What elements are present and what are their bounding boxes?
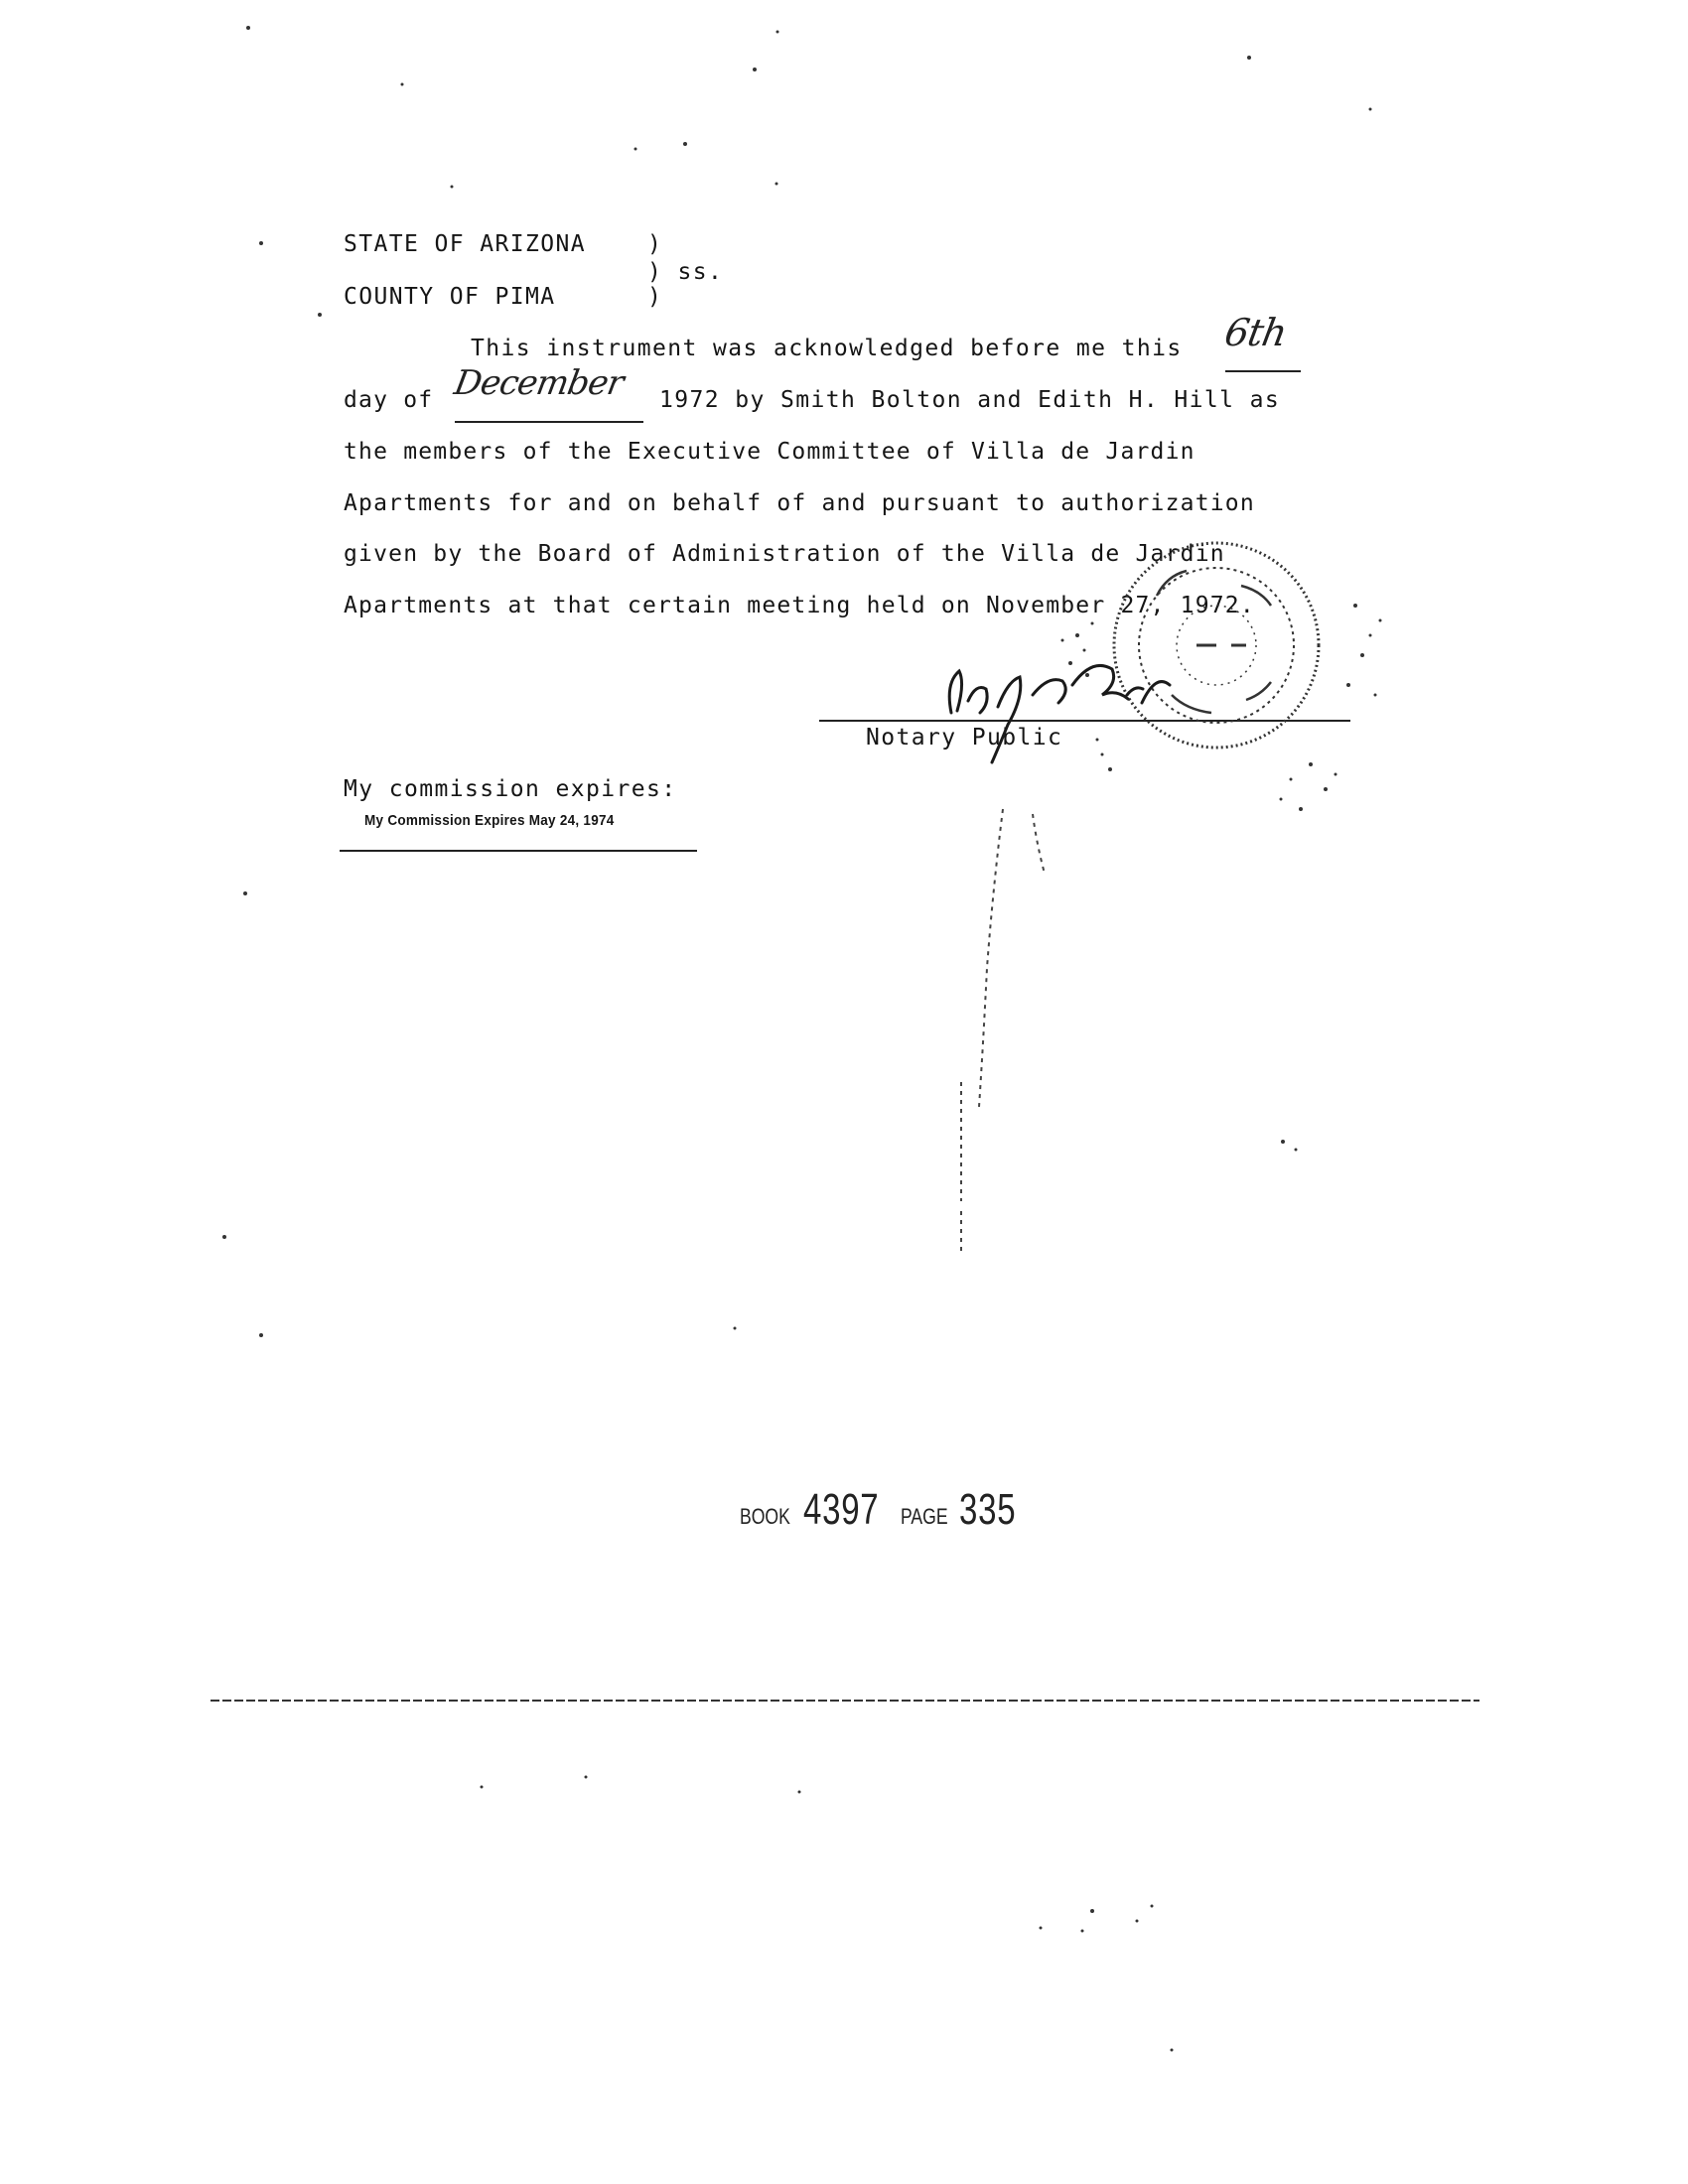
ack-line-1: This instrument was acknowledged before me this bbox=[471, 336, 1183, 361]
notary-seal bbox=[1114, 543, 1319, 748]
venue-bracket-top: ) bbox=[647, 231, 663, 257]
seal-ink-speckles bbox=[1061, 604, 1382, 811]
ack-line-2-suffix: 1972 by Smith Bolton and Edith H. Hill as bbox=[659, 387, 1281, 413]
commission-expiry-stamp: My Commission Expires May 24, 1974 bbox=[364, 812, 615, 829]
notary-public-label: Notary Public bbox=[866, 725, 1063, 751]
handwritten-month: December bbox=[451, 363, 627, 403]
venue-ss: ) ss. bbox=[647, 259, 724, 285]
ack-line-4: Apartments for and on behalf of and pursuant to authorization bbox=[344, 490, 1255, 516]
venue-bracket-bottom: ) bbox=[647, 284, 663, 310]
ack-line-5: given by the Board of Administration of the Villa de Jardin bbox=[344, 541, 1225, 567]
book-label: BOOK bbox=[740, 1504, 790, 1529]
county-label: COUNTY OF PIMA bbox=[344, 284, 556, 310]
commission-label: My commission expires: bbox=[344, 776, 677, 802]
page-number: 335 bbox=[959, 1485, 1017, 1534]
page-label: PAGE bbox=[900, 1504, 948, 1529]
ack-line-2-prefix: day of bbox=[344, 387, 434, 413]
state-label: STATE OF ARIZONA bbox=[344, 231, 586, 257]
handwritten-day: 6th bbox=[1221, 311, 1290, 354]
scan-specks bbox=[222, 26, 1372, 2052]
ack-line-3: the members of the Executive Committee of Villa de Jardin bbox=[344, 439, 1196, 465]
ack-line-6: Apartments at that certain meeting held on November 27, 1972. bbox=[344, 593, 1255, 618]
notary-signature bbox=[949, 665, 1170, 762]
book-number: 4397 bbox=[802, 1485, 879, 1534]
signature-tail bbox=[961, 809, 1045, 1251]
